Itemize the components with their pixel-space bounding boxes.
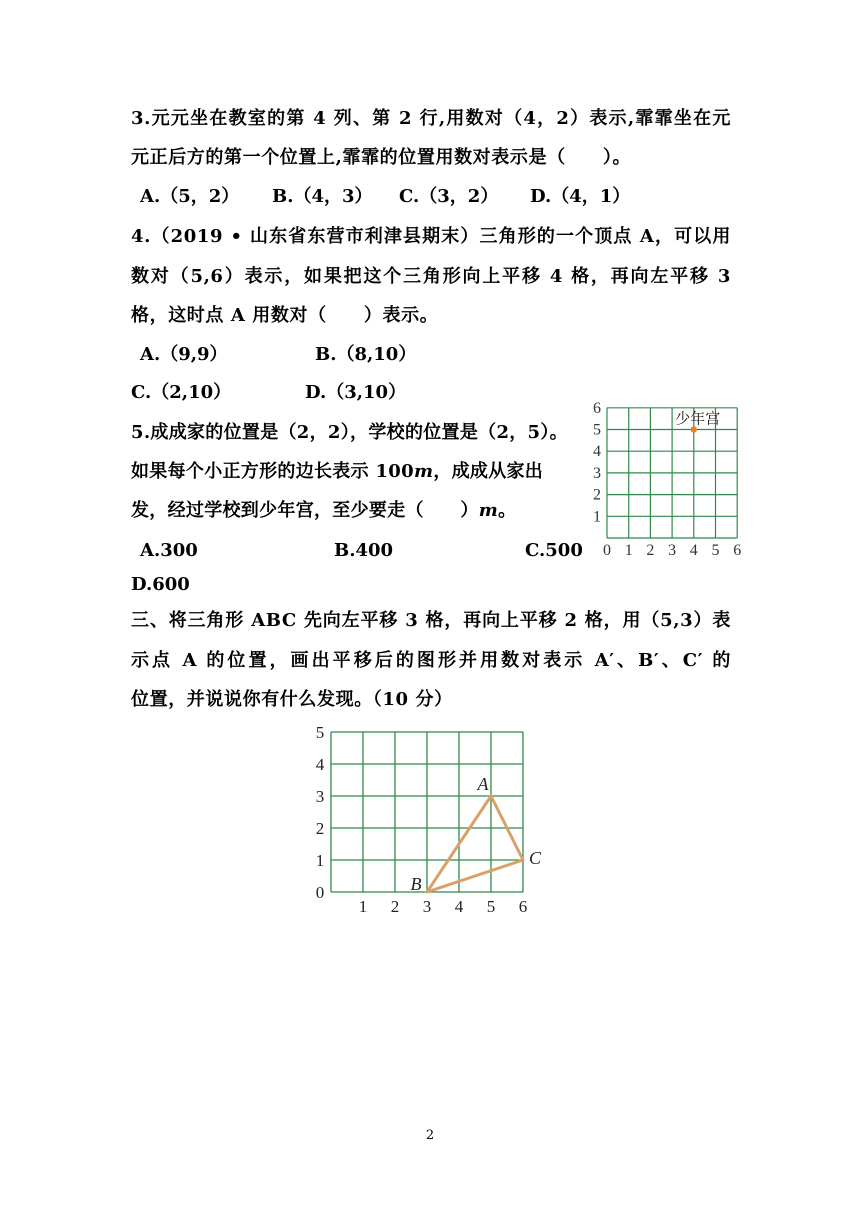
y-tick-label: 2 bbox=[593, 486, 601, 504]
s3-line-1: 三、将三角形 ABC 先向左平移 3 格，再向上平移 2 格，用（5,3）表 bbox=[131, 610, 731, 631]
q5-line-3: 发，经过学校到少年宫，至少要走（ ）m。 bbox=[131, 500, 517, 521]
vertex-label-c: C bbox=[528, 848, 542, 868]
s3-grid-figure bbox=[300, 720, 560, 920]
q4-line-2: 数对（5,6）表示，如果把这个三角形向上平移 4 格，再向左平移 3 bbox=[131, 266, 731, 287]
q4-line-1: 4.（2019 • 山东省东营市利津县期末）三角形的一个顶点 A，可以用 bbox=[131, 226, 731, 247]
q3-option-b: B.（4，3） bbox=[272, 186, 373, 207]
x-tick-label: 1 bbox=[358, 897, 368, 916]
q3-option-c: C.（3，2） bbox=[399, 186, 499, 207]
vertex-label-b: B bbox=[410, 874, 422, 894]
s3-line-3: 位置，并说说你有什么发现。（10 分） bbox=[131, 689, 453, 710]
y-tick-label: 1 bbox=[315, 851, 325, 870]
x-tick-label: 2 bbox=[390, 897, 400, 916]
q3-option-d: D.（4，1） bbox=[530, 186, 631, 207]
y-tick-label: 4 bbox=[315, 755, 325, 774]
q3-option-a: A.（5，2） bbox=[140, 186, 240, 207]
x-tick-label: 1 bbox=[624, 542, 633, 559]
q4-line-3: 格，这时点 A 用数对（ ）表示。 bbox=[131, 305, 439, 326]
y-tick-label: 0 bbox=[315, 883, 325, 902]
q4-option-b: B.（8,10） bbox=[315, 344, 417, 365]
y-tick-label: 4 bbox=[593, 443, 601, 461]
y-tick-label: 5 bbox=[593, 421, 601, 439]
y-tick-label: 6 bbox=[593, 399, 601, 417]
q3-line-2: 元正后方的第一个位置上,霏霏的位置用数对表示是（ ）。 bbox=[131, 147, 632, 168]
x-tick-label: 0 bbox=[603, 542, 611, 559]
q3-line-1: 3.元元坐在教室的第 4 列、第 2 行,用数对（4，2）表示,霏霏坐在元 bbox=[131, 108, 731, 129]
x-tick-label: 6 bbox=[518, 897, 528, 916]
q5-option-d: D.600 bbox=[131, 574, 190, 595]
q4-option-a: A.（9,9） bbox=[140, 344, 228, 365]
page-number: 2 bbox=[425, 1128, 435, 1143]
y-tick-label: 2 bbox=[315, 819, 325, 838]
x-tick-label: 3 bbox=[422, 897, 432, 916]
vertex-label-a: A bbox=[477, 774, 489, 794]
q5-option-b: B.400 bbox=[334, 540, 394, 561]
x-tick-label: 4 bbox=[689, 542, 698, 559]
x-tick-label: 5 bbox=[486, 897, 496, 916]
x-tick-label: 6 bbox=[733, 542, 742, 559]
q4-option-c: C.（2,10） bbox=[131, 382, 232, 403]
y-tick-label: 1 bbox=[593, 508, 601, 526]
q5-line-2: 如果每个小正方形的边长表示 100m，成成从家出 bbox=[131, 461, 544, 482]
y-tick-label: 3 bbox=[593, 464, 601, 482]
x-tick-label: 3 bbox=[668, 542, 677, 559]
triangle-abc bbox=[427, 796, 523, 892]
q5-option-c: C.500 bbox=[525, 540, 583, 561]
youth-palace-label: 少年宫 bbox=[675, 411, 721, 428]
x-tick-label: 5 bbox=[711, 542, 720, 559]
y-tick-label: 5 bbox=[315, 723, 325, 742]
s3-line-2: 示点 A 的位置，画出平移后的图形并用数对表示 A′、B′、C′ 的 bbox=[131, 650, 731, 671]
q5-line-1: 5.成成家的位置是（2，2），学校的位置是（2，5）。 bbox=[131, 422, 568, 443]
y-tick-label: 3 bbox=[315, 787, 325, 806]
q4-option-d: D.（3,10） bbox=[305, 382, 407, 403]
x-tick-label: 2 bbox=[646, 542, 655, 559]
q5-grid-figure bbox=[585, 398, 755, 562]
q5-option-a: A.300 bbox=[140, 540, 198, 561]
x-tick-label: 4 bbox=[454, 897, 464, 916]
